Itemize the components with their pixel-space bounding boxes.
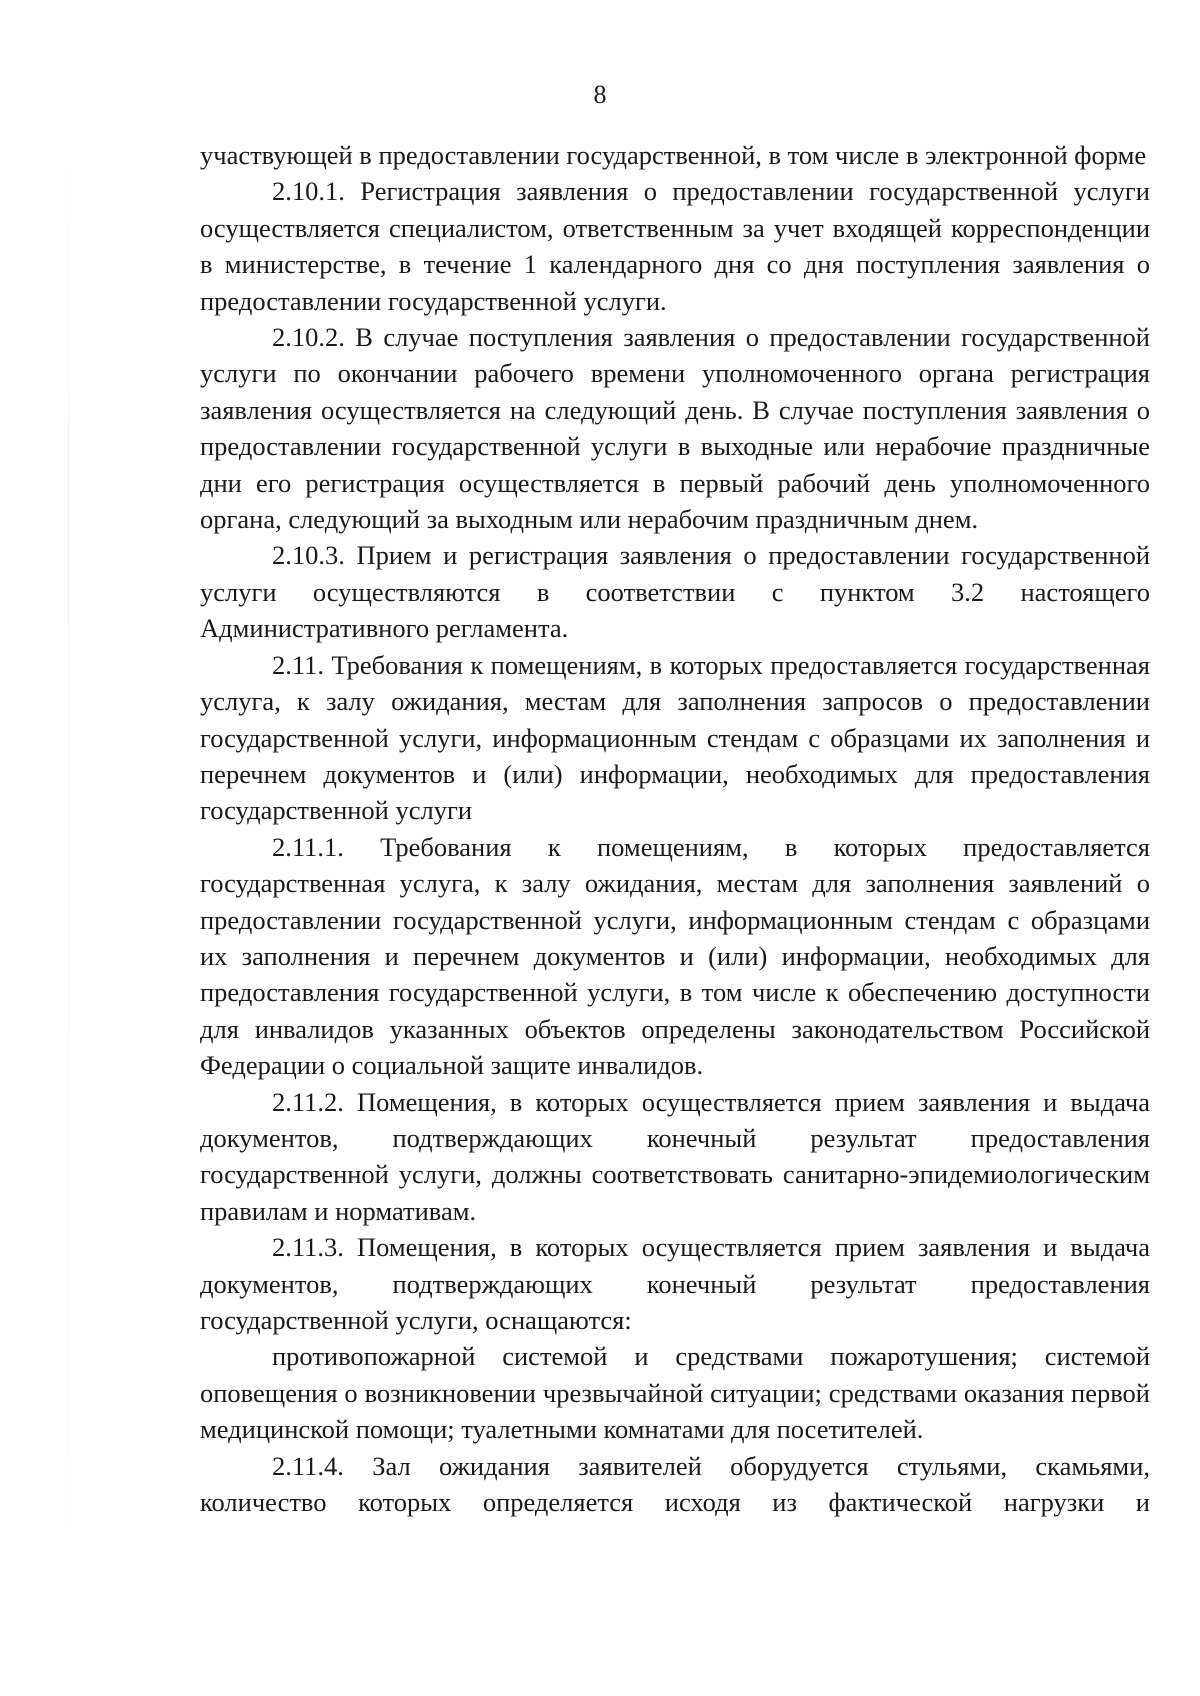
page-number: 8 — [593, 80, 607, 109]
scan-margin-mark — [68, 150, 69, 1550]
paragraph-2-11-2: 2.11.2. Помещения, в которых осуществляется прием заявления и выдача документов, подтверждающих конечный результат предоставления государственной услуги, должны соответствовать санитарно-эпидемиологическим правилам и нормативам. — [200, 1086, 1150, 1226]
paragraph-2-11-3: 2.11.3. Помещения, в которых осуществляется прием заявления и выдача документов, подтверждающих конечный результат предоставления государственной услуги, оснащаются: — [200, 1232, 1150, 1335]
paragraph-equipment-list: противопожарной системой и средствами пожаротушения; системой оповещения о возникновении чрезвычайной ситуации; средствами оказания первой медицинской помощи; туалетными комнатами для посетителей. — [200, 1341, 1150, 1445]
paragraph-2-10-2: 2.10.2. В случае поступления заявления о предоставлении государственной услуги по окончании рабочего времени уполномоченного органа регистрация заявления осуществляется на следующий день. В случае поступления заявления о предоставлении государственной услуги в выходные или нерабочие праздничные дни его регистрация осуществляется в первый рабочий день уполномоченного органа, следующий за выходным или нерабочим праздничным днем. — [200, 322, 1150, 535]
paragraph-2-10-1: 2.10.1. Регистрация заявления о предоставлении государственной услуги осуществляется специалистом, ответственным за учет входящей корреспонденции в министерстве, в течение 1 календарного дня со дня поступления заявления о предоставлении государственной услуги. — [200, 176, 1150, 316]
paragraph-2-10-3: 2.10.3. Прием и регистрация заявления о предоставлении государственной услуги осуществляются в соответствии с пунктом 3.2 настоящего Административного регламента. — [200, 540, 1150, 644]
paragraph-2-11-4: 2.11.4. Зал ожидания заявителей оборудуется стульями, скамьями, количество которых определяется исходя из фактической нагрузки и — [200, 1450, 1150, 1518]
paragraph-2-11: 2.11. Требования к помещениям, в которых предоставляется государственная услуга, к залу ожидания, местам для заполнения запросов о предоставлении государственной услуги, информационным стендам с образцами их заполнения и перечнем документов и (или) информации, необходимых для предоставления государственной услуги — [200, 649, 1150, 826]
paragraph-2-11-1: 2.11.1. Требования к помещениям, в которых предоставляется государственная услуга, к залу ожидания, местам для заполнения заявлений о предоставлении государственной услуги, информационным стендам с образцами их заполнения и перечнем документов и (или) информации, необходимых для предоставления государственной услуги, в том числе к обеспечению доступности для инвалидов указанных объектов определены законодательством Российской Федерации о социальной защите инвалидов. — [200, 831, 1150, 1081]
paragraph-continuation: участвующей в предоставлении государственной, в том числе в электронной форме — [200, 140, 1147, 170]
document-body — [200, 137, 1150, 1520]
